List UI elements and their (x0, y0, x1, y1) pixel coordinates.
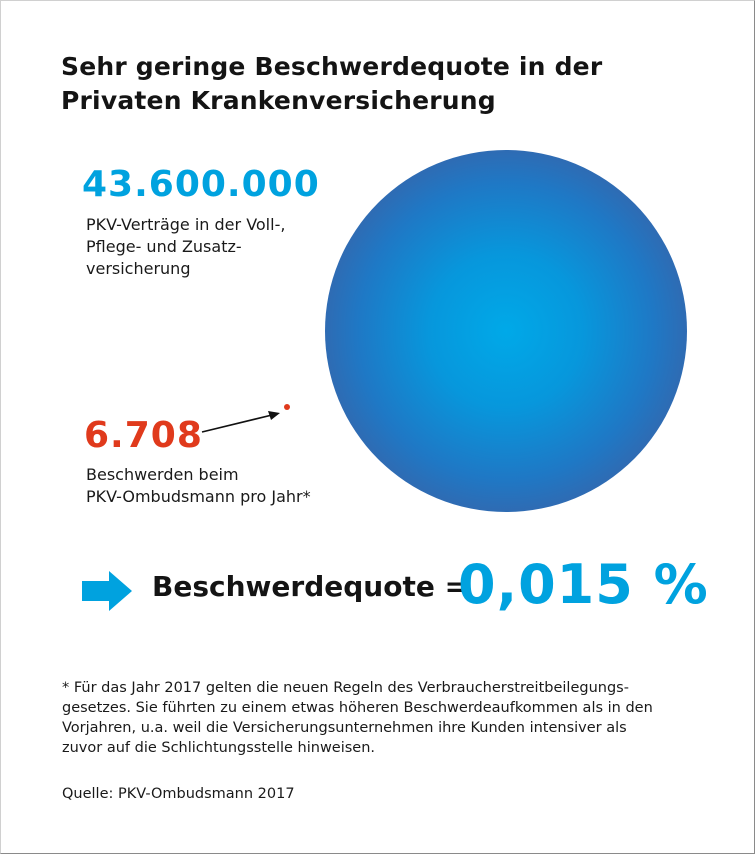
contracts-number: 43.600.000 (82, 164, 320, 205)
source-note: Quelle: PKV-Ombudsmann 2017 (62, 786, 295, 802)
contracts-description-line: PKV-Verträge in der Voll-, (86, 215, 286, 234)
complaints-number: 6.708 (84, 415, 203, 456)
infographic-title (61, 50, 701, 118)
result-label: Beschwerdequote = (152, 570, 469, 603)
footnote-line: * Für das Jahr 2017 gelten die neuen Regeln des Verbraucherstreitbeilegungs- (62, 680, 629, 696)
contracts-description-line: versicherung (86, 259, 191, 278)
footnote-line: zuvor auf die Schlichtungsstelle hinweisen. (62, 740, 376, 756)
complaints-description-line: PKV-Ombudsmann pro Jahr* (86, 487, 311, 506)
pointer-arrow-icon (198, 402, 288, 436)
complaints-description (86, 464, 386, 508)
title-line: Sehr geringe Beschwerdequote in der (61, 52, 603, 81)
contracts-circle (325, 150, 687, 512)
complaints-dot (284, 404, 290, 410)
contracts-description-line: Pflege- und Zusatz- (86, 237, 242, 256)
footnote-line: Vorjahren, u.a. weil die Versicherungsunternehmen ihre Kunden intensiver als (62, 720, 627, 736)
title-line: Privaten Krankenversicherung (61, 86, 496, 115)
footnote-line: gesetzes. Sie führten zu einem etwas höheren Beschwerdeaufkommen als in den (62, 700, 653, 716)
result-value: 0,015 % (458, 553, 709, 616)
contracts-description (86, 214, 326, 280)
footnote (62, 678, 702, 758)
right-arrow-icon (82, 571, 132, 611)
complaints-description-line: Beschwerden beim (86, 465, 239, 484)
